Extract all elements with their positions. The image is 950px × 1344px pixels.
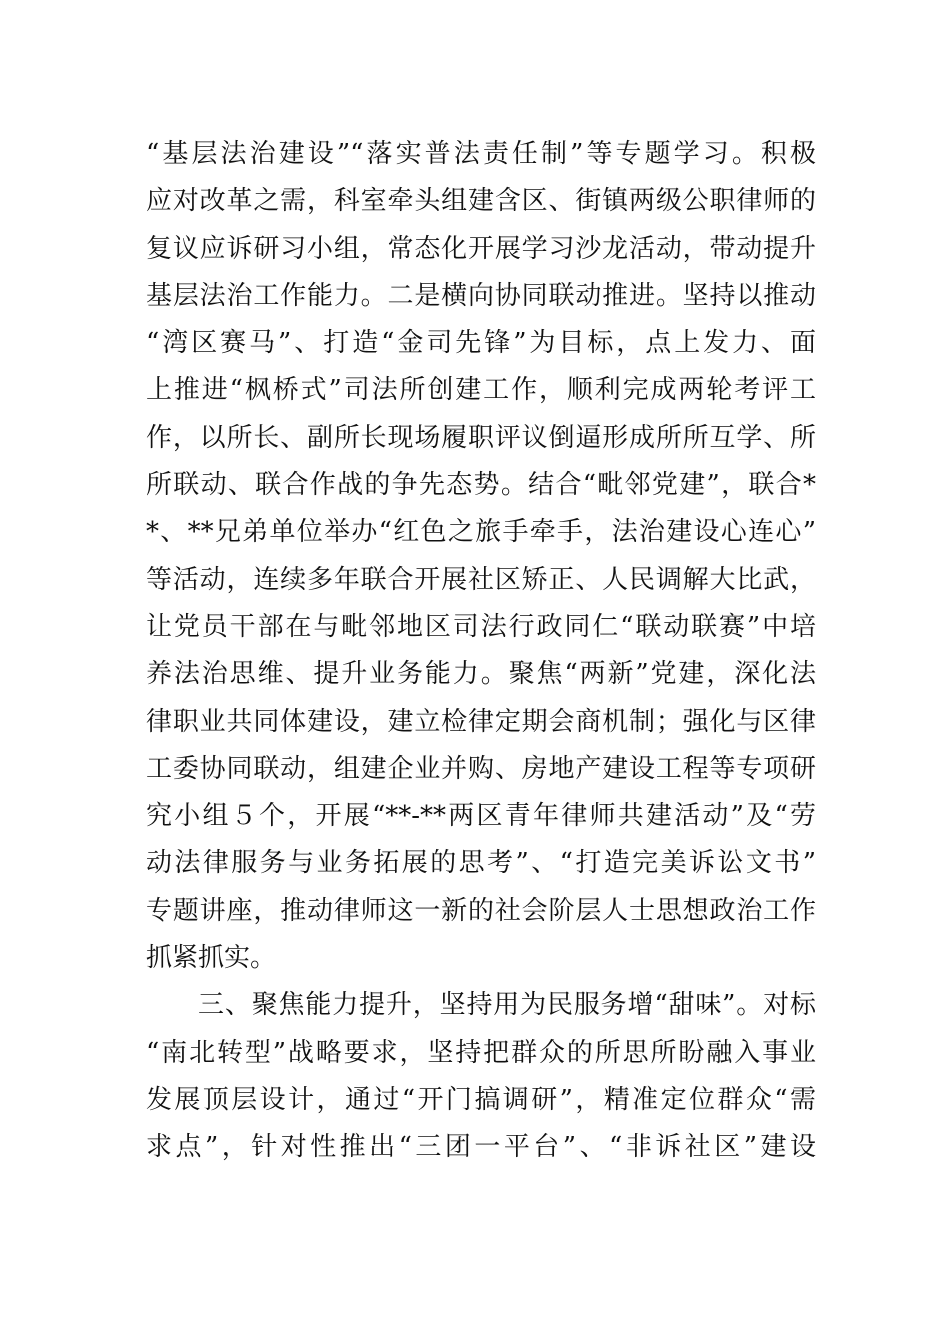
text-line: *、**兄弟单位举办“红色之旅手牵手，法治建设心连心” bbox=[146, 517, 816, 548]
text-line: 让党员干部在与毗邻地区司法行政同仁“联动联赛”中培 bbox=[146, 611, 816, 642]
text-line: “湾区赛马”、打造“金司先锋”为目标，点上发力、面 bbox=[146, 328, 816, 359]
text-line: 作，以所长、副所长现场履职评议倒逼形成所所互学、所 bbox=[146, 422, 816, 453]
text-line: 工委协同联动，组建企业并购、房地产建设工程等专项研 bbox=[146, 753, 816, 784]
text-line: “南北转型”战略要求，坚持把群众的所思所盼融入事业 bbox=[146, 1037, 816, 1068]
text-line: 基层法治工作能力。二是横向协同联动推进。坚持以推动 bbox=[146, 280, 816, 311]
text-line: 养法治思维、提升业务能力。聚焦“两新”党建，深化法 bbox=[146, 659, 816, 690]
text-line: 上推进“枫桥式”司法所创建工作，顺利完成两轮考评工 bbox=[146, 375, 816, 406]
text-line: “基层法治建设”“落实普法责任制”等专题学习。积极 bbox=[146, 139, 816, 169]
text-line: 等活动，连续多年联合开展社区矫正、人民调解大比武， bbox=[146, 564, 816, 595]
paragraph-2 bbox=[146, 982, 816, 1171]
text-line: 发展顶层设计，通过“开门搞调研”，精准定位群众“需 bbox=[146, 1084, 816, 1115]
text-line: 抓紧抓实。 bbox=[146, 943, 277, 974]
text-line: 律职业共同体建设，建立检律定期会商机制；强化与区律 bbox=[146, 706, 816, 737]
text-line: 专题讲座，推动律师这一新的社会阶层人士思想政治工作 bbox=[146, 895, 816, 926]
text-line: 究小组５个，开展“**-**两区青年律师共建活动”及“劳 bbox=[146, 801, 816, 832]
text-line: 复议应诉研习小组，常态化开展学习沙龙活动，带动提升 bbox=[146, 233, 816, 264]
text-line: 应对改革之需，科室牵头组建含区、街镇两级公职律师的 bbox=[146, 186, 816, 217]
text-line: 求点”，针对性推出“三团一平台”、“非诉社区”建设 bbox=[146, 1132, 816, 1163]
text-line: 三、聚焦能力提升，坚持用为民服务增“甜味”。对标 bbox=[198, 990, 816, 1021]
text-line: 动法律服务与业务拓展的思考”、“打造完美诉讼文书” bbox=[146, 848, 816, 879]
document-body bbox=[146, 131, 816, 1172]
paragraph-1 bbox=[146, 131, 816, 982]
text-line: 所联动、联合作战的争先态势。结合“毗邻党建”，联合* bbox=[146, 470, 816, 501]
